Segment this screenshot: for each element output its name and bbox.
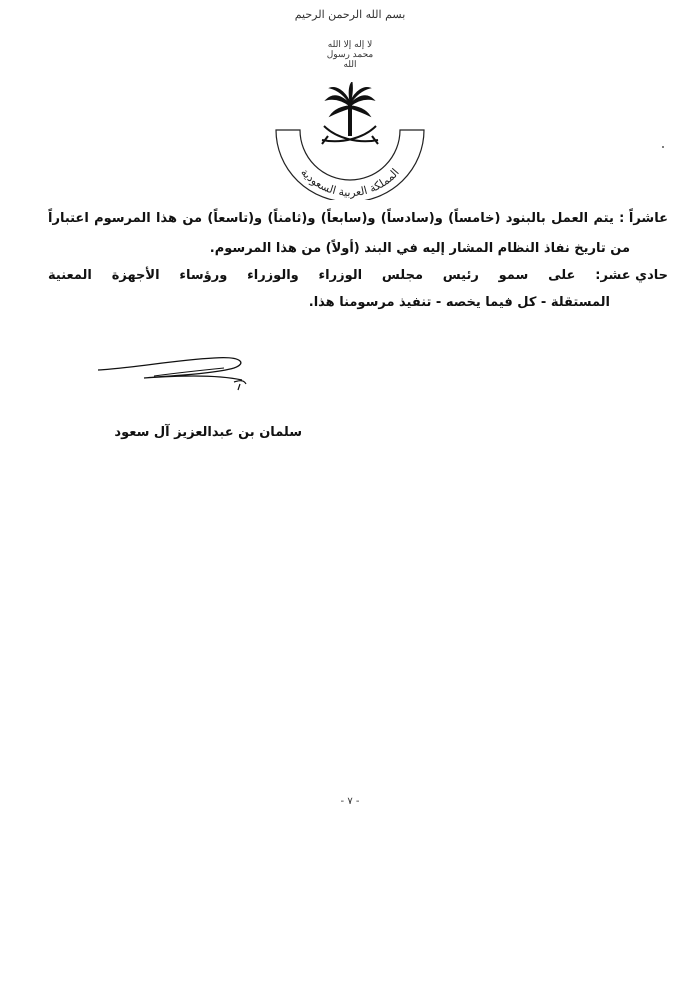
clause-10-text-1: يتم العمل بالبنود (خامساً) و(سادساً) و(سابعاً) و(ثامناً) و(تاسعاً) من هذا المرسوم اعتباراً <box>48 211 614 226</box>
clause-11-line-2: المستقلة - كل فيما يخصه - تنفيذ مرسومنا هذا. <box>308 295 610 310</box>
emblem-text: المملكة العربية السعودية <box>298 165 402 200</box>
clause-10-label: عاشراً : <box>619 211 668 226</box>
clause-10-line-1 <box>48 209 668 229</box>
clause-11-line-1 <box>48 266 668 286</box>
stray-dot <box>662 146 664 148</box>
page-number: - ٧ - <box>340 796 360 807</box>
basmala: بسم الله الرحمن الرحيم <box>294 8 406 21</box>
clause-11-label: حادي عشر: <box>595 268 669 283</box>
clause-10-line-2: من تاريخ نفاذ النظام المشار إليه في البند (أولاً) من هذا المرسوم. <box>209 241 630 256</box>
signer-name: سلمان بن عبدالعزيز آل سعود <box>114 425 302 440</box>
svg-text:المملكة العربية السعودية <box>298 166 402 199</box>
saudi-emblem <box>270 82 430 200</box>
shahada: لا إله إلا الله محمد رسول الله <box>326 40 374 70</box>
palm-tree-icon <box>326 82 374 136</box>
handwritten-signature <box>94 350 254 400</box>
clause-11-text-1: على سمو رئيس مجلس الوزراء والوزراء ورؤساء الأجهزة المعنية <box>48 268 576 283</box>
